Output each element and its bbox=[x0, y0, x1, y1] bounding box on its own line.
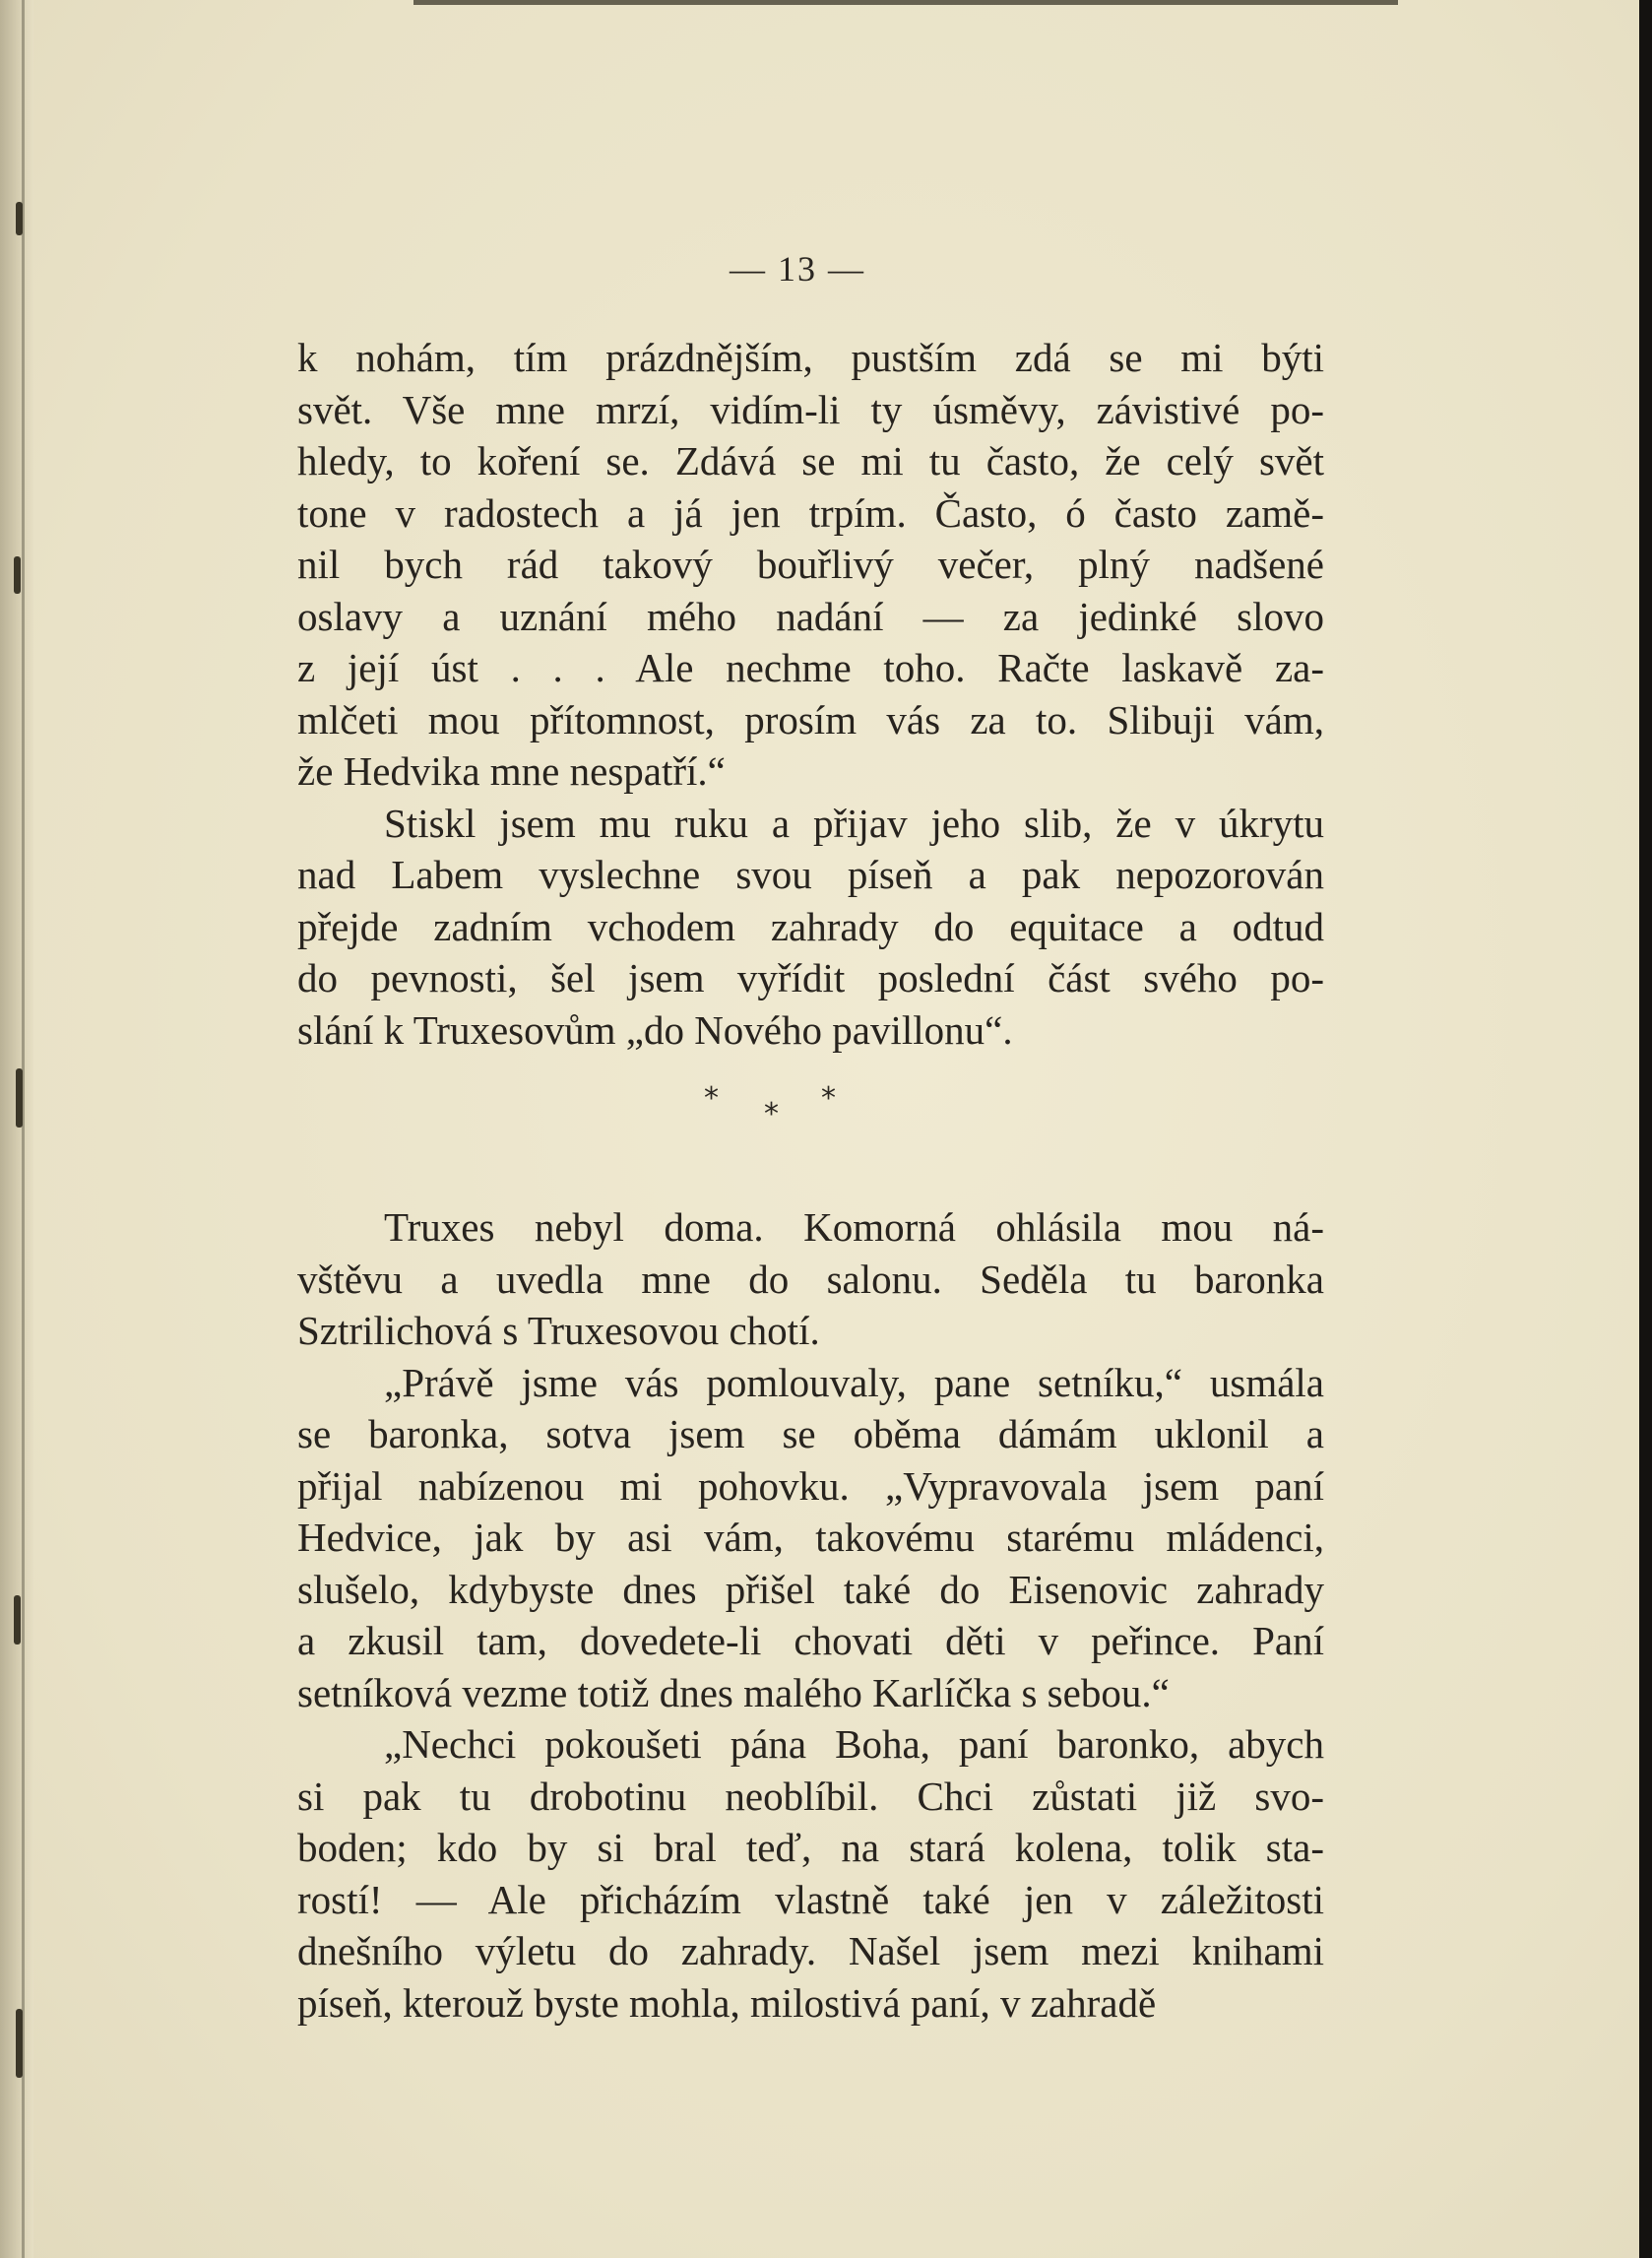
text-line: „Nechci pokoušeti pána Boha, paní baronko, abych bbox=[384, 1721, 1324, 1767]
page-binding-edge bbox=[0, 0, 33, 2258]
section-break-star: * bbox=[704, 1081, 719, 1116]
text-line: vštěvu a uvedla mne do salonu. Seděla tu baronka bbox=[297, 1256, 1324, 1302]
text-line: Sztrilichová s Truxesovou chotí. bbox=[297, 1308, 820, 1353]
text-line: slušelo, kdybyste dnes přišel také do Eisenovic zahrady bbox=[297, 1566, 1324, 1612]
text-line: „Právě jsme vás pomlouvaly, pane setníku,“ usmála bbox=[384, 1359, 1324, 1405]
text-line: mlčeti mou přítomnost, prosím vás za to. Slibuji vám, bbox=[297, 696, 1324, 742]
binding-shadow-line bbox=[22, 0, 25, 2258]
text-line: tone v radostech a já jen trpím. Často, ó často zamě- bbox=[297, 489, 1324, 536]
paragraph bbox=[297, 798, 1324, 1057]
text-line: oslavy a uznání mého nadání — za jedinké slovo bbox=[297, 593, 1324, 639]
text-line: setníková vezme totiž dnes malého Karlíčka s sebou.“ bbox=[297, 1669, 1170, 1715]
binding-mark bbox=[16, 1068, 23, 1128]
section-break-star: * bbox=[821, 1081, 836, 1116]
text-line: Hedvice, jak by asi vám, takovému starému mládenci, bbox=[297, 1515, 1324, 1560]
text-line: že Hedvika mne nespatří.“ bbox=[297, 748, 726, 794]
text-line: přijal nabízenou mi pohovku. „Vypravovala jsem paní bbox=[297, 1462, 1324, 1509]
text-line: slání k Truxesovům „do Nového pavillonu“. bbox=[297, 1006, 1013, 1053]
text-line: se baronka, sotva jsem se oběma dámám uklonil a bbox=[297, 1411, 1324, 1456]
text-line: svět. Vše mne mrzí, vidím-li ty úsměvy, závistivé po- bbox=[297, 386, 1324, 432]
binding-mark bbox=[14, 556, 21, 594]
text-line: nad Labem vyslechne svou píseň a pak nepozorován bbox=[297, 852, 1324, 897]
text-line: přejde zadním vchodem zahrady do equitace a odtud bbox=[297, 903, 1324, 949]
text-line: rostí! — Ale přicházím vlastně také jen v záležitosti bbox=[297, 1876, 1324, 1922]
section-break-star: * bbox=[764, 1097, 779, 1131]
page-body-text bbox=[297, 332, 1324, 2029]
text-line: nil bych rád takový bouřlivý večer, plný nadšené bbox=[297, 542, 1324, 587]
text-line: a zkusil tam, dovedete-li chovati děti v peřince. Paní bbox=[297, 1618, 1324, 1663]
text-line: dnešního výletu do zahrady. Našel jsem mezi knihami bbox=[297, 1928, 1324, 1973]
text-line: Truxes nebyl doma. Komorná ohlásila mou ná- bbox=[384, 1204, 1324, 1250]
text-line: z její úst . . . Ale nechme toho. Račte laskavě za- bbox=[297, 645, 1324, 690]
section-break bbox=[297, 1056, 1324, 1201]
paragraph bbox=[297, 1718, 1324, 2029]
binding-mark bbox=[16, 2009, 23, 2078]
binding-mark bbox=[14, 1595, 21, 1645]
binding-mark bbox=[16, 202, 23, 235]
text-line: píseň, kterouž byste mohla, milostivá paní, v zahradě bbox=[297, 1979, 1157, 2026]
page-number: — 13 — bbox=[730, 249, 865, 289]
page-top-edge bbox=[413, 0, 1398, 5]
text-line: k nohám, tím prázdnějším, pustším zdá se mi býti bbox=[297, 335, 1324, 380]
scan-border bbox=[1639, 0, 1652, 2258]
text-line: si pak tu drobotinu neoblíbil. Chci zůstati již svo- bbox=[297, 1773, 1324, 1819]
paragraph bbox=[297, 1357, 1324, 1719]
paragraph bbox=[297, 332, 1324, 798]
paragraph bbox=[297, 1201, 1324, 1357]
text-line: do pevnosti, šel jsem vyřídit poslední část svého po- bbox=[297, 955, 1324, 1000]
text-line: Stiskl jsem mu ruku a přijav jeho slib, že v úkrytu bbox=[384, 800, 1324, 846]
text-line: boden; kdo by si bral teď, na stará kolena, tolik sta- bbox=[297, 1825, 1324, 1870]
text-line: hledy, to koření se. Zdává se mi tu často, že celý svět bbox=[297, 438, 1324, 484]
